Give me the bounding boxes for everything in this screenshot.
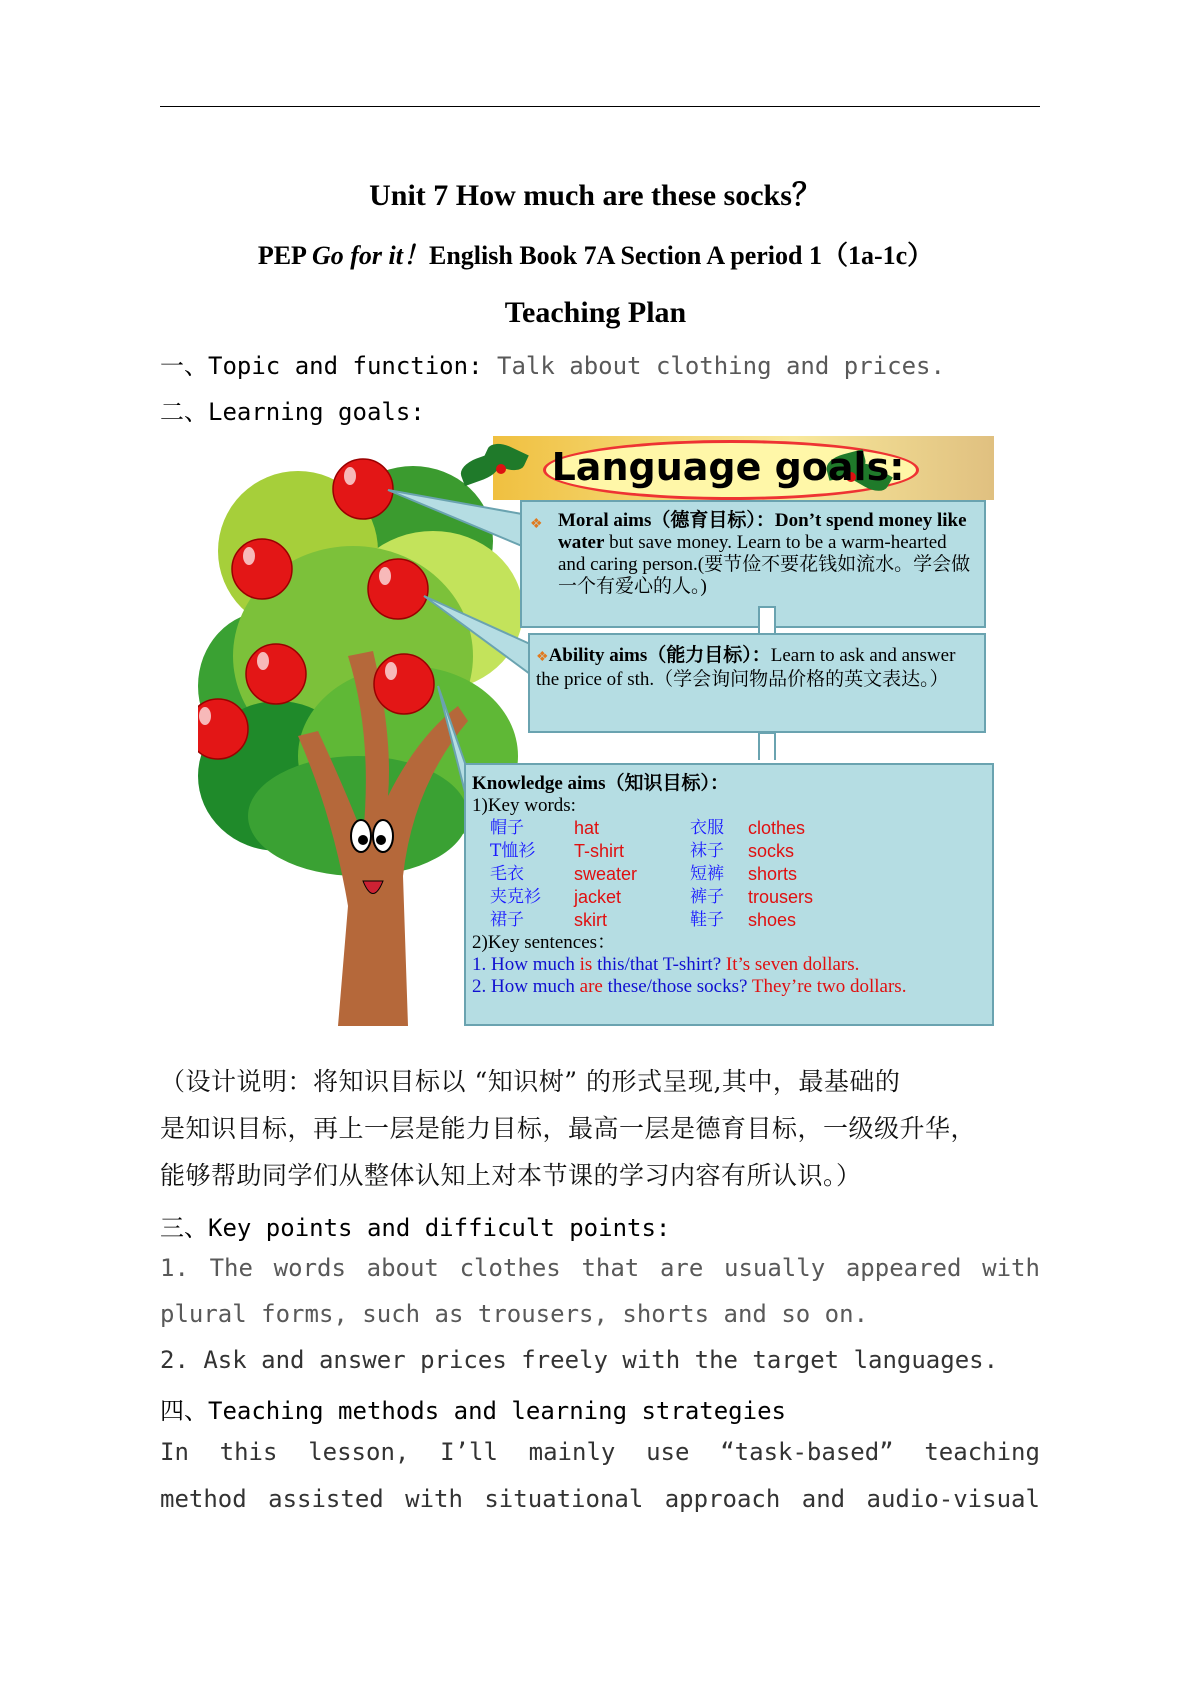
key-point-2: 2. Ask and answer prices freely with the target languages. [160,1346,999,1374]
ability-aims-box: ❖Ability aims（能力目标）：Learn to ask and answer the price of sth.（学会询问物品价格的英文表达。） [528,633,986,733]
word-en: skirt [574,910,607,930]
key-sentence-2: 2. How much are these/those socks? They’re two dollars. [472,976,907,997]
word-cn: T恤衫 [490,841,536,861]
key-point-1-line1: 1. The words about clothes that are usually appeared with [160,1254,1040,1282]
key-sentence-1: 1. How much is this/that T-shirt? It’s seven dollars. [472,954,860,975]
word-en: trousers [748,887,814,907]
header-rule [160,106,1040,107]
word-en: shorts [748,864,798,884]
section-teaching-methods: 四、Teaching methods and learning strategies [160,1397,786,1425]
unit-title: Unit 7 How much are these socks？ [369,179,822,212]
word-cn: 袜子 [690,841,724,861]
word-cn: 鞋子 [690,910,724,930]
design-note-line: 能够帮助同学们从整体认知上对本节课的学习内容有所认识。） [160,1161,862,1190]
word-en: sweater [574,864,638,884]
language-goals-figure [198,436,994,1026]
word-en: shoes [748,910,797,930]
diamond-bullet-icon: ❖ [530,517,543,532]
section-key-points: 三、Key points and difficult points: [160,1214,671,1242]
word-en: socks [748,841,795,861]
word-cn: 帽子 [490,818,524,838]
section-learning-goals: 二、Learning goals: [160,398,425,426]
up-arrow-icon [758,732,776,760]
knowledge-aims-title: Knowledge aims（知识目标）： [472,773,730,794]
key-point-1-line2: plural forms, such as trousers, shorts and so on. [160,1300,869,1328]
key-words-grid [490,817,986,932]
moral-aims-box: ❖ Moral aims（德育目标）：Don’t spend money like water but save money. Learn to be a warm-hearted and caring person.(要节俭不要花钱如流水。学会做一个有爱心的人。) [520,500,986,628]
key-sentences-label: 2)Key sentences： [472,932,617,953]
banner-title: Language goals: [551,445,905,489]
word-cn: 裤子 [690,887,724,907]
up-arrow-icon [758,606,776,634]
word-en: clothes [748,818,806,838]
word-en: hat [574,818,600,838]
word-cn: 夹克衫 [490,887,541,907]
methods-line1: In this lesson, I’ll mainly use “task-based” teaching [160,1438,1040,1466]
course-subtitle: PEP Go for it！English Book 7A Section A period 1（1a-1c） [257,241,934,270]
word-cn: 衣服 [690,818,724,838]
section-topic: 一、Topic and function: Talk about clothing and prices. [160,352,945,380]
plan-title: Teaching Plan [504,296,687,329]
word-cn: 裙子 [490,910,524,930]
design-note-line: （设计说明：将知识目标以 “知识树” 的形式呈现,其中，最基础的 [160,1067,901,1096]
key-words-label: 1)Key words: [472,795,576,816]
knowledge-aims-box [464,763,994,1026]
word-en: jacket [574,887,622,907]
word-cn: 短裤 [690,864,724,884]
word-en: T-shirt [574,841,625,861]
design-note-line: 是知识目标，再上一层是能力目标，最高一层是德育目标，一级级升华， [160,1114,977,1143]
word-cn: 毛衣 [490,864,524,884]
methods-line2: method assisted with situational approach and audio-visual [160,1485,1040,1513]
diamond-bullet-icon: ❖ [536,650,549,665]
